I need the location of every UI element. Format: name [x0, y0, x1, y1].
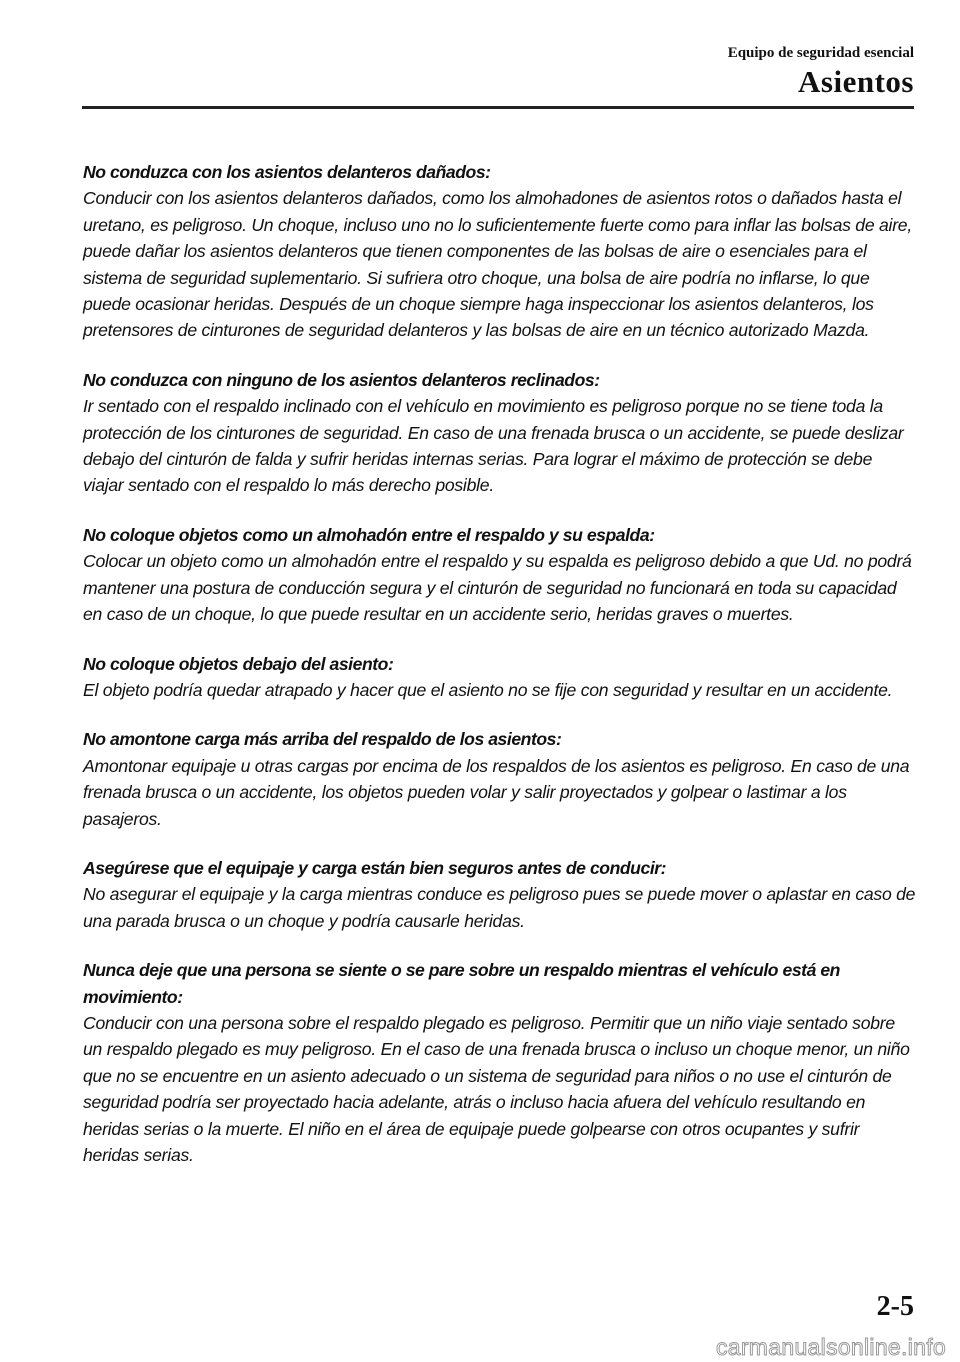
warning-block — [83, 159, 917, 344]
warning-block — [83, 651, 917, 704]
warning-heading: No conduzca con ninguno de los asientos delanteros reclinados: — [83, 369, 600, 390]
warning-heading: No amontone carga más arriba del respaldo de los asientos: — [83, 729, 562, 750]
warning-block — [83, 367, 917, 499]
section-label: Equipo de seguridad esencial — [727, 45, 914, 61]
warning-heading: No conduzca con los asientos delanteros dañados: — [83, 162, 491, 182]
warning-heading: Asegúrese que el equipaje y carga están bien seguros antes de conducir: — [83, 857, 667, 878]
warning-body: El objeto podría quedar atrapado y hacer que el asiento no se fije con seguridad y resultar en un accidente. — [83, 679, 893, 700]
header-divider — [82, 106, 914, 109]
warnings-content — [83, 159, 917, 1191]
warning-body: Conducir con los asientos delanteros dañados, como los almohadones de asientos rotos o dañados hasta el uretano, es peligroso. Un choque, incluso uno no lo suficientemente fuerte como para inflar las bolsas de aire, puede dañar los asientos delanteros que tienen componentes de las bolsas de aire o esenciales para el sistema de seguridad suplementario. Si sufriera otro choque, una bolsa de aire podría no inflarse, lo que puede ocasionar heridas. Después de un choque siempre haga inspeccionar los asientos delanteros, los pretensores de cinturones de seguridad delanteros y las bolsas de aire en un técnico autorizado Mazda. — [83, 188, 912, 341]
page-header — [728, 44, 914, 100]
page-number: 2-5 — [876, 1291, 914, 1322]
warning-body: Colocar un objeto como un almohadón entre el respaldo y su espalda es peligroso debido a que Ud. no podrá mantener una postura de conducción segura y el cinturón de seguridad no funcionará en toda su capacidad en caso de un choque, lo que puede resultar en un accidente serio, heridas graves o muertes. — [83, 551, 912, 625]
warning-body: No asegurar el equipaje y la carga mientras conduce es peligroso pues se puede mover o aplastar en caso de una parada brusca o un choque y podría causarle heridas. — [83, 884, 916, 931]
warning-block — [83, 957, 917, 1168]
warning-heading: No coloque objetos como un almohadón entre el respaldo y su espalda: — [83, 524, 655, 545]
warning-body: Amontonar equipaje u otras cargas por encima de los respaldos de los asientos es peligroso. En caso de una frenada brusca o un accidente, los objetos pueden volar y salir proyectados y golpear o lastimar a los pasajeros. — [83, 755, 910, 829]
warning-block — [83, 522, 917, 628]
warning-body: Conducir con una persona sobre el respaldo plegado es peligroso. Permitir que un niño viaje sentado sobre un respaldo plegado es muy peligroso. En el caso de una frenada brusca o incluso un choque menor, un niño que no se encuentre en un asiento adecuado o un sistema de seguridad para niños o no use el cinturón de seguridad podría ser proyectado hacia adelante, atrás o incluso hacia afuera del vehículo resultando en heridas serias o la muerte. El niño en el área de equipaje puede golpearse con otros ocupantes y sufrir heridas serias. — [83, 1012, 910, 1165]
page-title: Asientos — [798, 64, 914, 99]
warning-heading: Nunca deje que una persona se siente o se pare sobre un respaldo mientras el vehículo está en movimiento: — [83, 960, 840, 1007]
warning-block — [83, 855, 917, 934]
warning-block — [83, 726, 917, 832]
warning-body: Ir sentado con el respaldo inclinado con el vehículo en movimiento es peligroso porque no se tiene toda la protección de los cinturones de seguridad. En caso de una frenada brusca o un accidente, se puede deslizar debajo del cinturón de falda y sufrir heridas internas serias. Para lograr el máximo de protección se debe viajar sentado con el respaldo lo más derecho posible. — [83, 396, 904, 496]
warning-heading: No coloque objetos debajo del asiento: — [83, 653, 394, 674]
watermark: carmanualsonline.info — [715, 1334, 946, 1360]
